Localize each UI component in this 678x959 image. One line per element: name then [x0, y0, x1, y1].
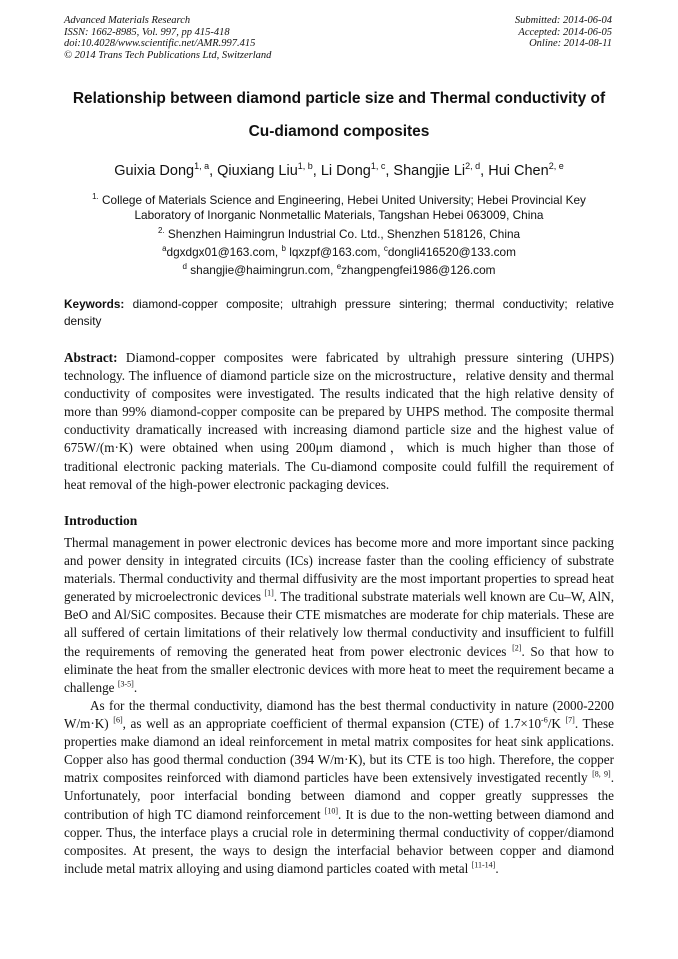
author-name: Qiuxiang Liu — [217, 162, 298, 179]
exponent: -6 — [541, 715, 548, 725]
affiliation-text: Shenzhen Haimingrun Industrial Co. Ltd., Shenzhen 518126, China — [164, 226, 521, 241]
author-affiliation-marker: 2, e — [548, 161, 564, 171]
affiliation-marker: 1. — [92, 192, 99, 201]
email-address: dongli416520@133.com — [387, 244, 516, 259]
author-name: Li Dong — [320, 162, 371, 179]
paragraph-text: . Unfortunately, poor interfacial bonding between diamond and copper greatly suppresses the contribution of high TC diamond reinforcement — [64, 770, 615, 822]
email-marker: e — [336, 262, 342, 271]
citation-ref: [11-14] — [471, 860, 496, 870]
abstract-label: Abstract: — [64, 350, 118, 365]
author-affiliation-marker: 1, b — [297, 161, 313, 171]
journal-info — [64, 15, 271, 61]
date-online: Online: 2014-08-11 — [529, 38, 612, 50]
citation-ref: [1] — [264, 588, 274, 598]
paragraph-text: As for the thermal conductivity, diamond has the best thermal conductivity in nature (2000-2200 W/m·K) — [64, 698, 614, 732]
section-heading-introduction: Introduction — [64, 513, 138, 528]
paragraph-text: , as well as an appropriate coefficient of thermal expansion (CTE) of 1.7×10 — [122, 716, 542, 732]
email-address: lqxzpf@163.com — [289, 244, 378, 259]
email-address: dgxdgx01@163.com — [166, 244, 275, 259]
paragraph-text: . So that how to eliminate the heat from the smaller electronic devices with more heat to meet the requirement became a challenge — [64, 643, 615, 695]
citation-ref: [2] — [512, 643, 522, 653]
introduction-paragraph-2 — [64, 697, 614, 878]
email-address: zhangpengfei1986@126.com — [341, 262, 496, 277]
citation-ref: [10] — [324, 806, 338, 816]
affiliation-marker: 2. — [157, 226, 165, 235]
paragraph-text: . — [133, 679, 138, 695]
publication-dates — [515, 15, 612, 50]
date-accepted: Accepted: 2014-06-05 — [518, 26, 612, 38]
journal-copyright: © 2014 Trans Tech Publications Ltd, Switzerland — [64, 49, 272, 61]
affiliation-2 — [20, 224, 658, 241]
paragraph-text: . — [495, 860, 499, 876]
author-list: Guixia Dong$^{1, a}$, Qiuxiang Liu$^{1, b}$, Li Dong$^{1, c}$, Shangjie Li$^{2, d}$, Hui Chen$^{2, e}$ — [114, 161, 564, 179]
affiliation-1-line-2: Laboratory of Inorganic Nonmetallic Materials, Tangshan Hebei 063009, China — [134, 208, 544, 222]
date-submitted: Submitted: 2014-06-04 — [514, 15, 612, 26]
keywords-text: diamond-copper composite; ultrahigh pressure sintering; thermal conductivity; relative density — [64, 297, 614, 328]
journal-doi: doi:10.4028/www.scientific.net/AMR.997.415 — [64, 38, 256, 50]
email-marker: a — [162, 244, 167, 253]
author-name: Guixia Dong — [114, 162, 195, 179]
paragraph-text: . The traditional substrate materials well known are Cu–W, AlN, BeO and Al/SiC composites. Because their CTE mismatches are moderate for chip materials. These are all suffered of certain limitations of their relatively low thermal conductivity and insufficient to fulfill the requirements of removing the generated heat from power electronic devices — [64, 589, 615, 659]
email-marker: c — [383, 244, 388, 253]
journal-issn: ISSN: 1662-8985, Vol. 997, pp 415-418 — [64, 26, 230, 38]
abstract-text: Diamond-copper composites were fabricated by ultrahigh pressure sintering (UHPS) technology. The influence of diamond particle size on the microstructure，relative density and thermal conductivity of composites were investigated. The results indicated that the high relative density of more than 99% diamond-copper composite can be prepared by UHPS method. The composite thermal conductivity dramatically increased with increasing diamond particle size and the highest value of 675W/(m·K) were obtained when using 200μm diamond，which is much higher than those of traditional electronic packing materials. The Cu-diamond composite could fulfill the requirement of heat removal of the high-power electronic packaging devices. — [64, 350, 614, 492]
citation-ref: [8, 9] — [592, 769, 611, 779]
email-marker: d — [182, 262, 187, 271]
author-name: Shangjie Li — [393, 162, 466, 179]
introduction-paragraph-1 — [64, 534, 614, 697]
journal-name: Advanced Materials Research — [64, 15, 191, 26]
author-affiliation-marker: 1, a — [194, 161, 210, 171]
email-address: shangjie@haimingrun.com — [190, 262, 331, 277]
author-affiliation-marker: 1, c — [370, 161, 386, 171]
affiliation-text: College of Materials Science and Engineering, Hebei United University; Hebei Provincial Key — [98, 192, 586, 207]
paragraph-text: . These properties make diamond an ideal reinforcement in metal matrix composites for heat sink applications. Copper also has good thermal conduction (394 W/m·K), but its CTE is too high. Therefore, the copper matrix composites reinforced with diamond particles have been extensively investigated recently — [64, 716, 614, 786]
email-line-2: $^d$ shangjie@haimingrun.com, $^e$zhangpengfei1986@126.com — [182, 262, 496, 277]
paper-title-line-2: Cu-diamond composites — [248, 123, 430, 140]
paragraph-text: . It is due to the non-wetting between diamond and copper. Thus, the interface plays a crucial role in determining thermal conductivity of copper/diamond composites. At present, the ways to design the interfacial behavior between copper and diamond include metal matrix alloying and using diamond particles coated with metal — [64, 806, 614, 876]
affiliation-1-line-1 — [20, 190, 658, 207]
email-line-1: $^a$dgxdgx01@163.com, $^b$ lqxzpf@163.com, $^c$dongli416520@133.com — [162, 244, 516, 259]
paragraph-text: Thermal management in power electronic devices has become more and more important since packing and power density in integrated circuits (ICs) increase faster than the cooling efficiency of substrate materials. Thermal conductivity and thermal diffusivity are the most important properties to spread heat generated by microelectronic devices — [64, 535, 614, 605]
citation-ref: [3-5] — [117, 679, 134, 689]
author-name: Hui Chen — [488, 162, 549, 179]
keywords-label: Keywords: — [64, 297, 125, 311]
abstract — [64, 349, 614, 494]
citation-ref: [7] — [565, 715, 575, 725]
paper-title-line-1: Relationship between diamond particle size and Thermal conductivity of — [72, 90, 606, 107]
citation-ref: [6] — [113, 715, 123, 725]
keywords — [64, 296, 614, 330]
paragraph-text: /K — [547, 716, 566, 732]
email-marker: b — [281, 244, 286, 253]
author-affiliation-marker: 2, d — [465, 161, 481, 171]
